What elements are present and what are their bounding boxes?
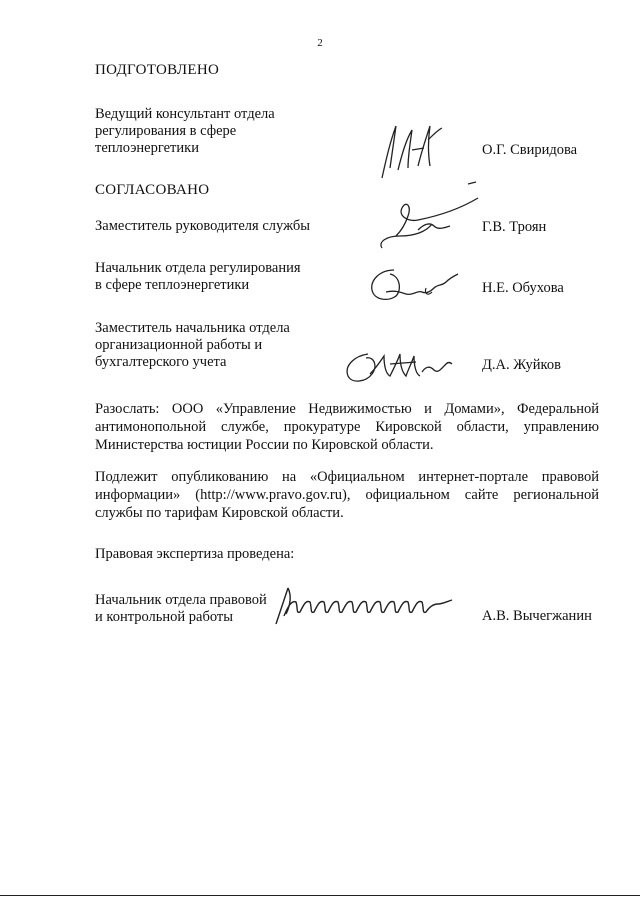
position-line: Начальник отдела регулирования <box>95 260 301 276</box>
prepared-position <box>95 106 275 157</box>
agreed-heading: СОГЛАСОВАНО <box>95 182 210 198</box>
publication-line: Подлежит опубликованию на «Официальном интернет-портале правовой <box>95 469 599 485</box>
legal-review-name: А.В. Вычегжанин <box>482 608 592 624</box>
position-line: Начальник отдела правовой <box>95 592 267 608</box>
signatory-1-name: Г.В. Троян <box>482 219 547 235</box>
signature-zhuykov <box>342 348 462 386</box>
position-line: бухгалтерского учета <box>95 354 227 370</box>
position-line: Заместитель начальника отдела <box>95 320 290 336</box>
signatory-1-position <box>95 218 310 235</box>
distribution-line: антимонопольной службе, прокуратуре Кировской области, управлению <box>95 419 599 435</box>
prepared-heading: ПОДГОТОВЛЕНО <box>95 62 220 78</box>
distribution-paragraph <box>95 400 599 454</box>
legal-review-position <box>95 592 267 626</box>
publication-line: службы по тарифам Кировской области. <box>95 505 344 521</box>
signatory-2-name: Н.Е. Обухова <box>482 280 564 296</box>
page-number: 2 <box>317 37 323 49</box>
signature-vychegzhanin <box>266 582 466 628</box>
position-line: регулирования в сфере <box>95 123 237 139</box>
publication-line: информации» (http://www.pravo.gov.ru), официальном сайте региональной <box>95 487 599 503</box>
signatory-2-position <box>95 260 301 294</box>
position-line: организационной работы и <box>95 337 263 353</box>
position-line: в сфере теплоэнергетики <box>95 277 250 293</box>
distribution-line: Разослать: ООО «Управление Недвижимостью и Домами», Федеральной <box>95 401 599 417</box>
signatory-3-name: Д.А. Жуйков <box>482 357 561 373</box>
position-line: и контрольной работы <box>95 609 233 625</box>
signatory-3-position <box>95 320 290 371</box>
legal-review-statement: Правовая экспертиза проведена: <box>95 546 295 562</box>
publication-paragraph <box>95 468 599 522</box>
distribution-line: Министерства юстиции России по Кировской области. <box>95 437 434 453</box>
position-line: Заместитель руководителя службы <box>95 218 311 234</box>
position-line: теплоэнергетики <box>95 140 199 156</box>
page-bottom-edge <box>0 895 640 896</box>
signature-obukhova <box>366 262 466 306</box>
prepared-name: О.Г. Свиридова <box>482 142 578 158</box>
position-line: Ведущий консультант отдела <box>95 106 275 122</box>
signature-troyan <box>368 172 488 262</box>
